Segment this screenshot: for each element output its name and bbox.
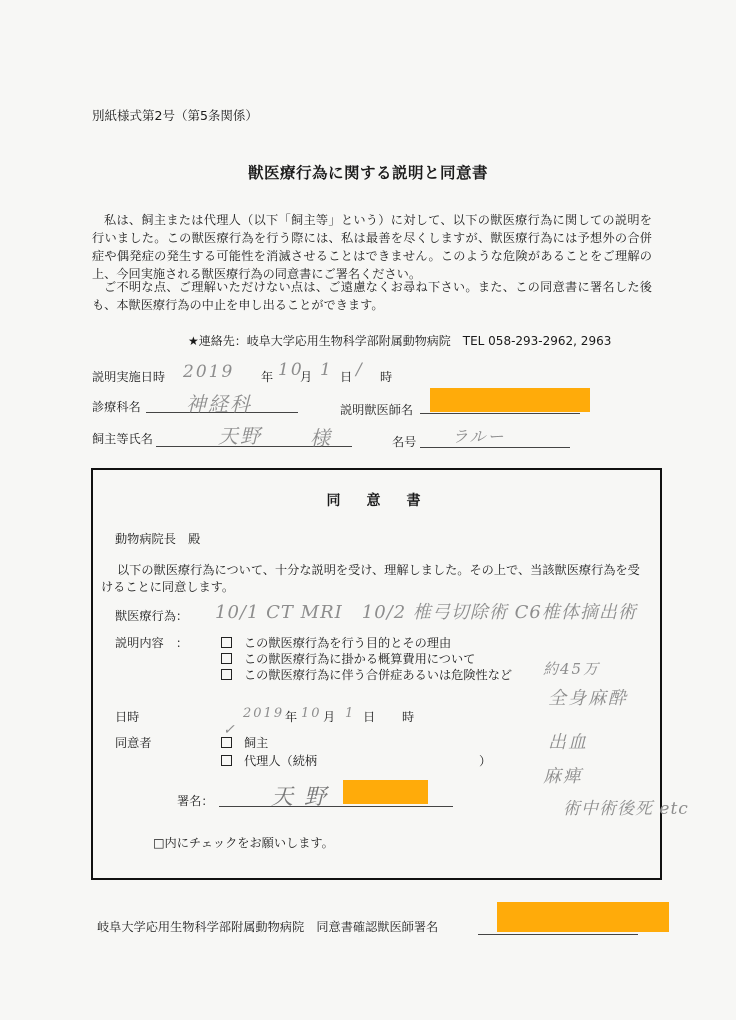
pet-name-line	[420, 447, 570, 448]
department-label: 診療科名	[92, 400, 141, 414]
vet-name-redaction	[430, 388, 590, 412]
signature-value: 天 野	[271, 785, 328, 810]
month-unit: 月	[300, 370, 313, 384]
explain-day: 1	[320, 360, 333, 380]
checkbox[interactable]	[221, 637, 232, 648]
owner-value: 天野	[218, 424, 262, 448]
signature-label: 署名：	[177, 794, 214, 808]
explain-month: 10	[278, 360, 304, 380]
explanation-label: 説明内容 ：	[115, 636, 189, 650]
intro-paragraph: 私は、飼主または代理人（以下「飼主等」という）に対して、以下の獣医療行為に関しての説明を行いました。この獣医療行為を行う際には、私は最善を尽くしますが、獣医療行為には予想外の合併症や偶発症の発生する可能性を消滅させることはできません。このような危険があることをご理解の上、今回実施される獣医療行為の同意書にご署名ください。	[92, 213, 652, 281]
explain-year: 2019	[183, 362, 235, 382]
hour-unit: 時	[380, 370, 393, 384]
check-note: □内にチェックをお願いします。	[153, 836, 334, 850]
agent-checkbox[interactable]	[221, 755, 232, 766]
consent-statement: 以下の獣医療行為について、十分な説明を受け、理解しました。その上で、当該獣医療行為を受けることに同意します。	[101, 563, 640, 594]
pet-name-value: ラルー	[452, 427, 506, 446]
contact-info: ★連絡先：岐阜大学応用生物科学部附属動物病院 TEL 058-293-2962, 2963	[188, 334, 612, 348]
consent-day: 1	[345, 706, 356, 721]
consent-year-unit: 年	[285, 710, 298, 724]
confirm-vet-line[interactable]	[478, 934, 638, 935]
consent-addressee: 動物病院長 殿	[115, 532, 201, 546]
form-number: 別紙様式第2号（第5条関係）	[92, 108, 258, 123]
consent-date-label: 日時	[115, 710, 140, 724]
risk-note: 出血	[548, 732, 588, 753]
checkmark-icon: ✓	[223, 722, 237, 738]
consent-month-unit: 月	[323, 710, 336, 724]
procedure-value: 10/1 CT MRI 10/2 椎弓切除術 C6椎体摘出術	[215, 602, 637, 623]
consent-box	[91, 468, 689, 880]
owner-checkbox[interactable]	[221, 737, 232, 748]
risk-note: 術中術後死 etc	[563, 799, 689, 819]
owner-honorific: 様	[310, 426, 332, 450]
procedure-label: 獣医療行為：	[115, 609, 189, 623]
vet-name-line	[420, 413, 580, 414]
consent-month: 10	[301, 706, 322, 721]
checkbox[interactable]	[221, 669, 232, 680]
vet-name-label: 説明獣医師名	[340, 403, 414, 417]
consent-title: 同 意 書	[326, 493, 427, 509]
year-unit: 年	[261, 370, 274, 384]
agent-close: ）	[479, 754, 492, 768]
pet-name-label: 名号	[392, 435, 417, 449]
explain-day-2: /	[356, 360, 364, 380]
owner-label: 飼主等氏名	[92, 432, 153, 446]
agent-option[interactable]: 代理人（続柄	[221, 752, 317, 769]
document-title: 獣医療行為に関する説明と同意書	[247, 164, 488, 182]
signature-redaction	[343, 780, 428, 804]
second-paragraph: ご不明な点、ご理解いただけない点は、ご遠慮なくお尋ね下さい。また、この同意書に署名した後も、本獣医療行為の中止を申し出ることができます。	[92, 280, 652, 312]
consent-year: 2019	[243, 706, 285, 721]
confirm-vet-redaction	[497, 902, 669, 932]
consenter-label: 同意者	[115, 736, 152, 750]
risk-note: 麻痺	[543, 766, 583, 787]
explanation-item[interactable]: この獣医療行為に掛かる概算費用について	[221, 650, 475, 667]
cost-note: 約45万	[543, 660, 601, 678]
day-unit: 日	[340, 370, 353, 384]
signature-line[interactable]	[219, 806, 453, 807]
consent-day-unit: 日	[363, 710, 376, 724]
footer-hospital: 岐阜大学応用生物科学部附属動物病院 同意書確認獣医師署名	[97, 920, 439, 934]
department-value: 神経科	[186, 392, 252, 416]
consent-hour-unit: 時	[402, 710, 415, 724]
owner-option[interactable]: 飼主	[221, 734, 268, 751]
risk-note: 全身麻酔	[548, 688, 628, 709]
checkbox[interactable]	[221, 653, 232, 664]
explain-date-label: 説明実施日時	[92, 370, 166, 384]
explanation-item[interactable]: この獣医療行為に伴う合併症あるいは危険性など	[221, 666, 512, 683]
explanation-item[interactable]: この獣医療行為を行う目的とその理由	[221, 634, 451, 651]
